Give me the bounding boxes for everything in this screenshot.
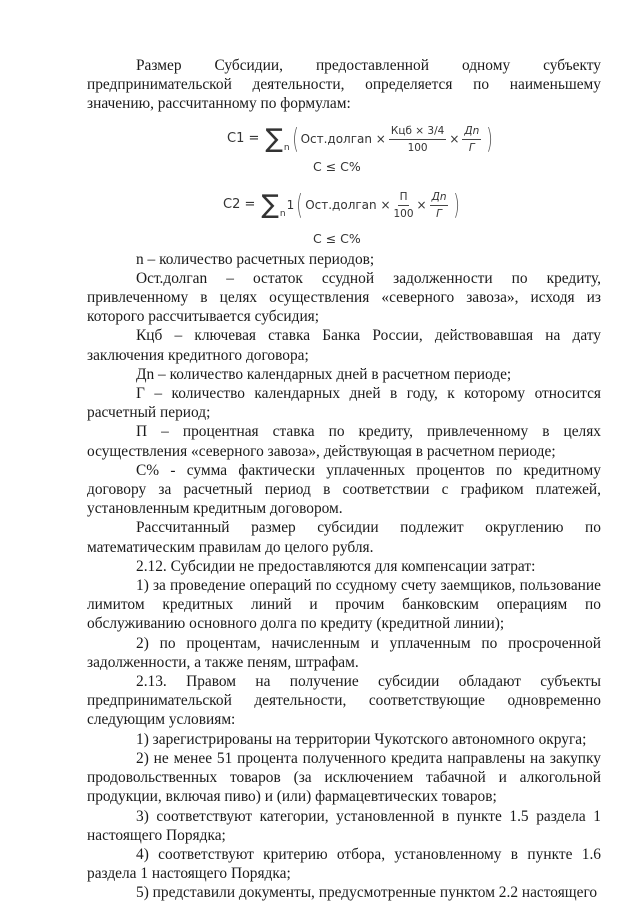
sum-subscript: n — [283, 143, 290, 154]
section-2-13-heading: 2.13. Правом на получение субсидии обладают субъекты предпринимательской деятельности, соответствующие одновременно следующим условиям: — [87, 673, 601, 729]
formula-c1-lhs: С1 = — [227, 131, 260, 147]
fraction-key-rate — [389, 124, 446, 155]
sum-sign: ∑ — [265, 124, 283, 155]
fraction-rate — [394, 190, 414, 221]
definition-year-days: Г – количество календарных дней в году, к которому относится расчетный период; — [87, 385, 601, 422]
section-2-13-item-1: 1) зарегистрированы на территории Чукотского автономного округа; — [136, 730, 587, 748]
fraction-numerator: Дn — [430, 190, 449, 206]
close-paren: ) — [486, 122, 493, 156]
fraction-days — [462, 124, 481, 155]
fraction-days — [430, 190, 449, 221]
formula-c2-row — [223, 190, 462, 221]
times-sign: × — [416, 198, 427, 213]
fraction-numerator: Кцб × 3/4 — [389, 124, 446, 140]
formula-c2 — [87, 190, 601, 250]
close-paren: ) — [453, 188, 461, 222]
rounding-rule: Рассчитанный размер субсидии подлежит округлению по математическим правилам до целого рубля. — [87, 519, 601, 556]
section-2-13-item-3: 3) соответствуют категории, установленной в пункте 1.5 раздела 1 настоящего Порядка; — [87, 807, 601, 844]
formula-c2-one: 1 — [286, 198, 295, 213]
section-2-13-item-2: 2) не менее 51 процента полученного кредита направлены на закупку продовольственных товаров (за исключением табачной и алкогольной продукции, включая пиво) и (или) фармацевтических товаров; — [87, 749, 601, 806]
times-sign: × — [449, 132, 460, 147]
fraction-numerator: П — [398, 190, 410, 206]
definition-days: Дn – количество календарных дней в расчетном периоде; — [136, 365, 512, 383]
document-body — [87, 56, 601, 903]
section-2-13-item-4: 4) соответствуют критерию отбора, установленному в пункте 1.6 раздела 1 настоящего Порядка; — [87, 845, 601, 883]
definition-paid-interest: С% - сумма фактически уплаченных процентов по кредитному договору за расчетный период в соответствии с графиком платежей, установленным кредитным договором. — [87, 461, 601, 518]
definition-rate: П – процентная ставка по кредиту, привлеченному в целях осуществления «северного завоза», действующая в расчетном периоде; — [87, 423, 601, 460]
intro-paragraph: Размер Субсидии, предоставленной одному субъекту предпринимательской деятельности, определяется по наименьшему значению, рассчитанному по формулам: — [87, 57, 601, 113]
definition-debt: Ост.долгаn – остаток ссудной задолженности по кредиту, привлеченному в целях осуществления «северного завоза», исходя из которого рассчитывается субсидия; — [87, 269, 601, 326]
section-2-12-heading: 2.12. Субсидии не предоставляются для компенсации затрат: — [136, 557, 536, 575]
sum-subscript: n — [279, 209, 286, 220]
section-2-13-item-5: 5) представили документы, предусмотренные пунктом 2.2 настоящего — [136, 884, 598, 902]
formula-c2-term: Ост.долгаn × — [305, 198, 391, 213]
formula-c1 — [87, 120, 601, 178]
fraction-denominator: Г — [436, 207, 442, 220]
fraction-numerator: Дn — [462, 124, 481, 140]
definition-n: n – количество расчетных периодов; — [136, 250, 375, 268]
section-2-12-item-2: 2) по процентам, начисленным и уплаченным по просроченной задолженности, а также пеням, штрафам. — [87, 634, 601, 671]
formula-c2-lhs: С2 = — [223, 197, 256, 213]
sum-sign: ∑ — [261, 190, 279, 221]
fraction-denominator: 100 — [393, 207, 414, 220]
fraction-denominator: Г — [468, 141, 475, 154]
formula-c1-row — [227, 124, 495, 155]
formula-c2-condition: С ≤ С% — [313, 230, 361, 246]
formula-c1-condition: С ≤ С% — [313, 158, 361, 174]
open-paren: ( — [291, 122, 299, 156]
open-paren: ( — [296, 188, 304, 222]
formula-c1-term: Ост.долгаn × — [300, 132, 386, 147]
fraction-denominator: 100 — [407, 141, 428, 154]
definition-key-rate: Кцб – ключевая ставка Банка России, действовавшая на дату заключения кредитного договора; — [87, 327, 601, 364]
section-2-12-item-1: 1) за проведение операций по ссудному счету заемщиков, пользование лимитом кредитных линий и прочим банковским операциям по обслуживанию основного долга по кредиту (кредитной линии); — [87, 577, 601, 633]
